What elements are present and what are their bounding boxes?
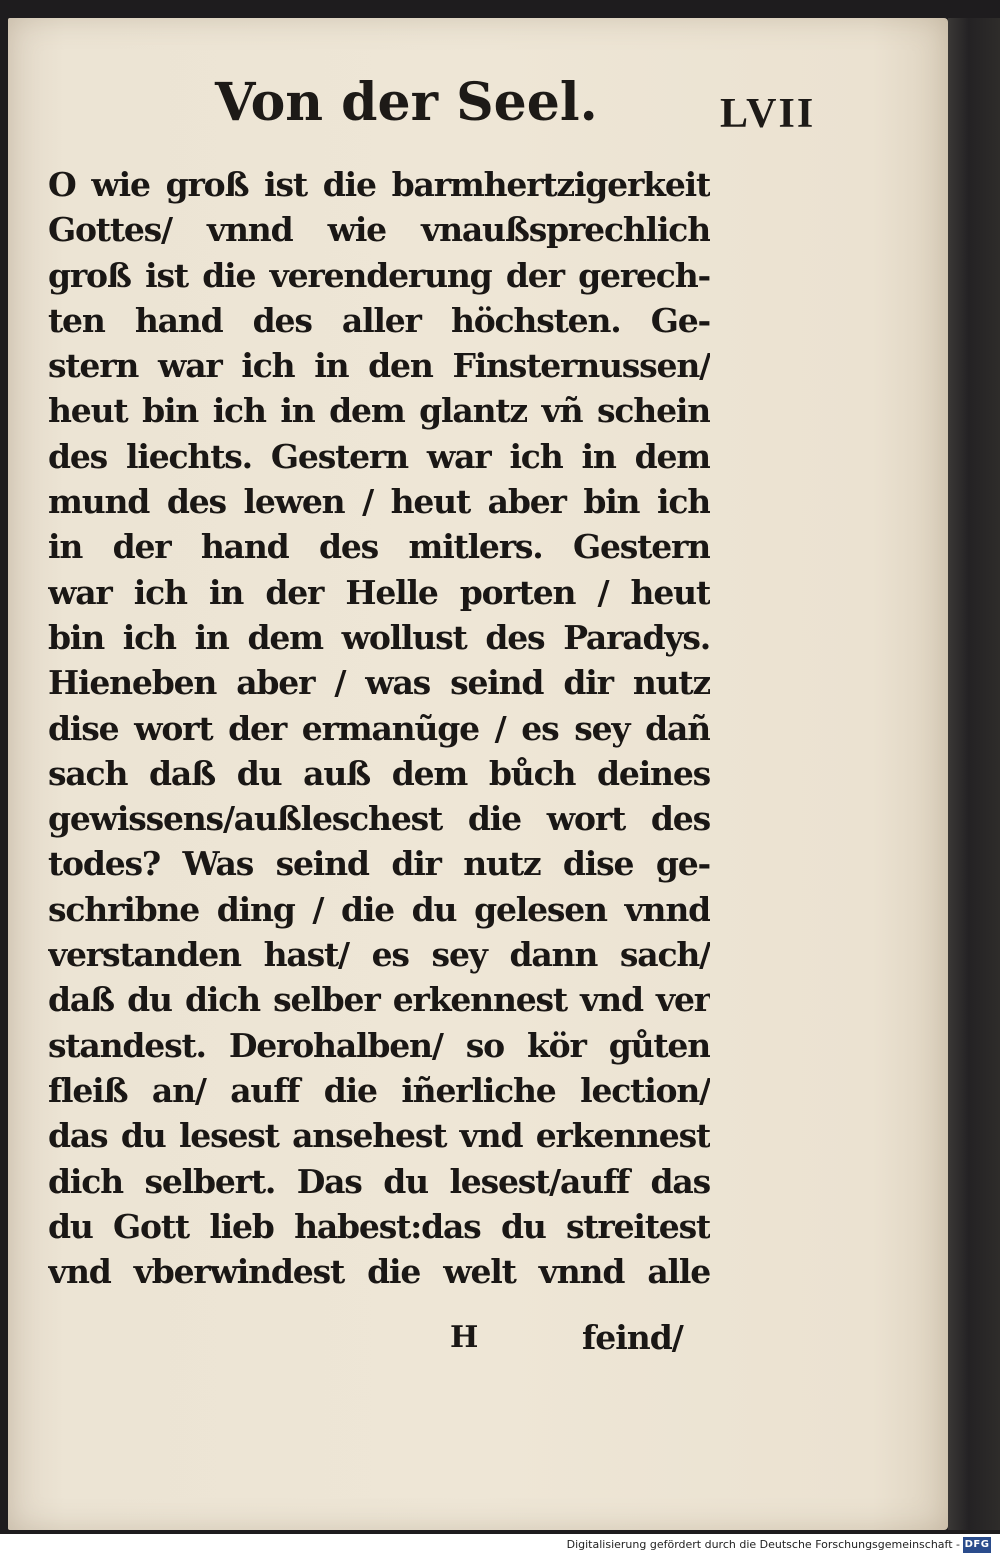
signature-mark: H <box>450 1320 479 1355</box>
text-line: standest. Derohalben/ so kör gůten <box>48 1025 710 1065</box>
text-line: mund des lewen / heut aber bin ich <box>48 482 710 522</box>
text-line: verstanden hast/ es sey dann sach/ <box>48 935 710 975</box>
text-line: vnd vberwindest die welt vnnd alle <box>48 1252 710 1292</box>
dfg-logo: DFG <box>963 1537 991 1553</box>
text-line: Hieneben aber / was seind dir nutz <box>48 663 710 703</box>
text-line: O wie groß ist die barmhertzigerkeit <box>48 165 710 204</box>
text-line: des liechts. Gestern war ich in dem <box>48 436 710 476</box>
catchword: feind/ <box>582 1318 683 1357</box>
text-line: gewissens/außleschest die wort des <box>48 799 710 839</box>
text-line: fleiß an/ auff die iñerliche lection/ <box>48 1070 710 1110</box>
running-head: Von der Seel. <box>215 72 598 133</box>
text-line: heut bin ich in dem glantz vñ schein <box>48 391 710 431</box>
text-line: todes? Was seind dir nutz dise ge- <box>48 844 710 884</box>
folio-number: LVII <box>720 91 816 137</box>
text-line: war ich in der Helle porten / heut <box>48 572 710 612</box>
text-line: bin ich in dem wollust des Paradys. <box>48 617 710 657</box>
text-line: ten hand des aller höchsten. Ge- <box>48 300 710 340</box>
text-line: Gottes/ vnnd wie vnaußsprechlich <box>48 210 710 250</box>
text-line: groß ist die verenderung der gerech- <box>48 255 710 295</box>
text-line: in der hand des mitlers. Gestern <box>48 527 710 567</box>
text-line: stern war ich in den Finsternussen/ <box>48 346 710 386</box>
text-line: daß du dich selber erkennest vnd ver <box>48 980 710 1020</box>
body-text <box>48 162 710 1294</box>
text-line: dich selbert. Das du lesest/auff das <box>48 1161 710 1201</box>
text-line: das du lesest ansehest vnd erkennest <box>48 1116 710 1156</box>
text-line: dise wort der ermanũge / es sey dañ <box>48 708 710 748</box>
text-line: du Gott lieb habest:das du streitest <box>48 1206 710 1246</box>
funding-credit: Digitalisierung gefördert durch die Deutsche Forschungsgemeinschaft - <box>566 1538 960 1551</box>
book-edge <box>948 18 1000 1530</box>
text-line: sach daß du auß dem bůch deines <box>48 753 710 793</box>
text-line: schribne ding / die du gelesen vnnd <box>48 889 710 929</box>
